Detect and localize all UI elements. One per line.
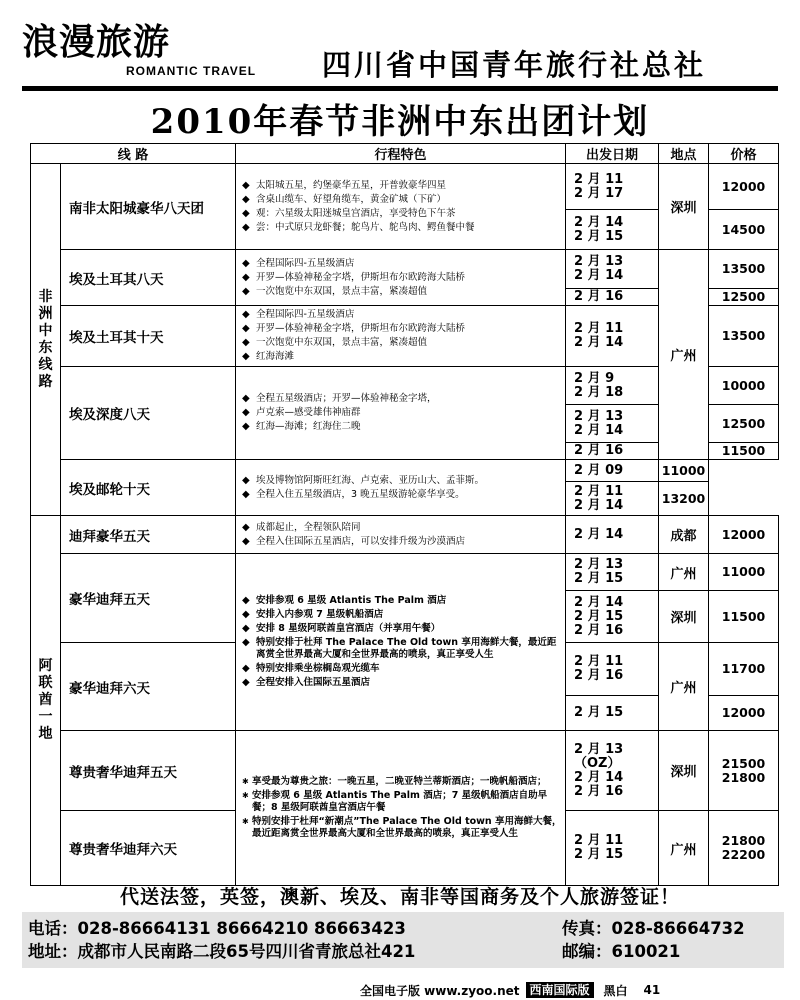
visa-slogan: 代送法签，英签，澳新、埃及、南非等国商务及个人旅游签证！ [119,886,680,908]
route-name: 迪拜豪华五天 [61,516,236,554]
departure-date: 2 月 14 2 月 15 [566,210,659,250]
price: 11700 [709,643,779,696]
route-name: 埃及土耳其十天 [61,306,236,367]
tour-table [30,143,779,886]
route-name: 埃及土耳其八天 [61,250,236,306]
table-row [31,516,779,554]
address-label: 地址： [28,942,78,961]
postcode-line [562,941,680,963]
page-title: 2010年春节非洲中东出团计划 [150,102,650,142]
route-name: 埃及深度八天 [61,367,236,460]
header-rule [22,86,778,91]
postcode-label: 邮编： [562,942,612,961]
price: 21500 21800 [709,731,779,811]
address-line [28,941,415,963]
departure-date: 2 月 15 [566,696,659,731]
route-name: 南非太阳城豪华八天团 [61,164,236,250]
col-location: 地点 [659,144,709,164]
route-name: 豪华迪拜六天 [61,643,236,731]
departure-date: 2 月 11 2 月 14 [566,482,659,516]
departure-date: 2 月 13 2 月 14 [566,405,659,443]
route-name: 尊贵奢华迪拜六天 [61,811,236,886]
price: 13200 [659,482,709,516]
fax-number: 028-86664732 [611,919,745,938]
price: 11500 [709,591,779,643]
departure-date: 2 月 13（OZ） 2 月 14 2 月 16 [566,731,659,811]
route-features: ◆ 太阳城五星，约堡豪华五星，开普敦豪华四星 ◆ 含桌山缆车、好望角缆车，黄金矿城（下矿） ◆ 观：六星级太阳迷城皇宫酒店，享受特色下午茶 ◆ 尝：中式原只龙虾餐；鸵鸟片、鸵鸟肉、鳄鱼餐中餐 [236,164,566,250]
col-route: 线 路 [31,144,236,164]
price: 13500 [709,250,779,289]
route-features: ◆ 全程五星级酒店；开罗—体验神秘金字塔， ◆ 卢克索—感受雄伟神庙群 ◆ 红海—海滩；红海住二晚 [236,367,566,460]
phone-line [28,918,406,940]
location: 深圳 [659,731,709,811]
price: 12500 [709,289,779,306]
location: 深圳 [659,591,709,643]
contact-box [22,912,784,968]
location: 成都 [659,516,709,554]
phone-numbers: 028-86664131 86664210 86663423 [77,919,406,938]
price: 14500 [709,210,779,250]
departure-date: 2 月 14 2 月 15 2 月 16 [566,591,659,643]
route-features: ◆ 安排参观 6 星级 Atlantis The Palm 酒店 ◆ 安排入内参观 7 星级帆船酒店 ◆ 安排 8 星级阿联酋皇宫酒店（并享用午餐） ◆ 特别安排于杜拜 The Palace The Old town 享用海鲜大餐，最近距离赏全世界最高大厦和全世界最高的喷泉，真正享受人生 ◆ 特别安排乘坐棕榈岛观光缆车 ◆ 全程安排入住国际五星酒店 [236,554,566,731]
departure-date: 2 月 9 2 月 18 [566,367,659,405]
price: 21800 22200 [709,811,779,886]
price: 12000 [709,164,779,210]
footer-paper-badge: 西南国际版 [526,982,594,998]
region-africa-mideast [31,164,61,516]
fax-line [562,918,745,940]
page-number: 41 [643,983,661,997]
route-features: ◆ 全程国际四-五星级酒店 ◆ 开罗—体验神秘金字塔，伊斯坦布尔欧跨海大陆桥 ◆ 一次饱览中东双国，景点丰富，紧凑超值 ◆ 红海海滩 [236,306,566,367]
region-uae [31,516,61,886]
departure-date: 2 月 14 [566,516,659,554]
table-row [31,250,779,289]
departure-date: 2 月 16 [566,289,659,306]
route-features: ◆ 埃及博物馆阿斯旺红海、卢克索、亚历山大、孟菲斯。 ◆ 全程入住五星级酒店，3 晚五星级游轮豪华享受。 [236,460,566,516]
departure-date: 2 月 11 2 月 17 [566,164,659,210]
price: 12500 [709,405,779,443]
departure-date: 2 月 16 [566,443,659,460]
table-row [31,554,779,591]
address: 成都市人民南路二段65号四川省青旅总社421 [77,942,416,961]
price: 10000 [709,367,779,405]
footer-color-mode: 黑白 [603,983,628,998]
table-header-row [31,144,779,164]
price: 12000 [709,696,779,731]
route-features: ✱ 享受最为尊贵之旅：一晚五星，二晚亚特兰蒂斯酒店；一晚帆船酒店； ✱ 安排参观 6 星级 Atlantis The Palm 酒店；7 星级帆船酒店自助早餐；8 星级阿联酋皇宫酒店午餐 ✱ 特别安排于杜拜“新潮点”The Palace The Old town 享用海鲜大餐，最近距离赏全世界最高大厦和全世界最高的喷泉，真正享受人生 [236,731,566,886]
col-features: 行程特色 [236,144,566,164]
departure-date: 2 月 11 2 月 14 [566,306,659,367]
page-footer [360,981,660,999]
departure-date: 2 月 09 [566,460,659,482]
route-name: 豪华迪拜五天 [61,554,236,643]
location: 广州 [659,250,709,460]
price: 11000 [659,460,709,482]
departure-date: 2 月 13 2 月 15 [566,554,659,591]
location: 广州 [659,554,709,591]
route-name: 埃及邮轮十天 [61,460,236,516]
departure-date: 2 月 13 2 月 14 [566,250,659,289]
col-price: 价格 [709,144,779,164]
col-date: 出发日期 [566,144,659,164]
phone-label: 电话： [28,919,78,938]
departure-date: 2 月 11 2 月 16 [566,643,659,696]
route-name: 尊贵奢华迪拜五天 [61,731,236,811]
price: 11000 [709,554,779,591]
postcode: 610021 [611,942,681,961]
departure-date: 2 月 11 2 月 15 [566,811,659,886]
price: 12000 [709,516,779,554]
region-label: 非洲中东线路 [38,288,53,390]
location: 广州 [659,643,709,731]
location: 广州 [659,811,709,886]
logo-chinese: 浪漫旅游 [22,21,171,63]
region-label: 阿联酋一地 [38,658,53,742]
logo-english: ROMANTIC TRAVEL [126,64,257,78]
price: 13500 [709,306,779,367]
table-row [31,164,779,210]
price: 11500 [709,443,779,460]
agency-name: 四川省中国青年旅行社总社 [322,48,707,82]
table-row [31,731,779,811]
footer-edition: 全国电子版 www.zyoo.net [360,983,520,998]
table-row [31,460,779,482]
route-features: ◆ 全程国际四-五星级酒店 ◆ 开罗—体验神秘金字塔，伊斯坦布尔欧跨海大陆桥 ◆ 一次饱览中东双国，景点丰富，紧凑超值 [236,250,566,306]
route-features: ◆ 成都起止，全程领队陪同 ◆ 全程入住国际五星酒店，可以安排升级为沙漠酒店 [236,516,566,554]
location: 深圳 [659,164,709,250]
fax-label: 传真： [562,919,612,938]
